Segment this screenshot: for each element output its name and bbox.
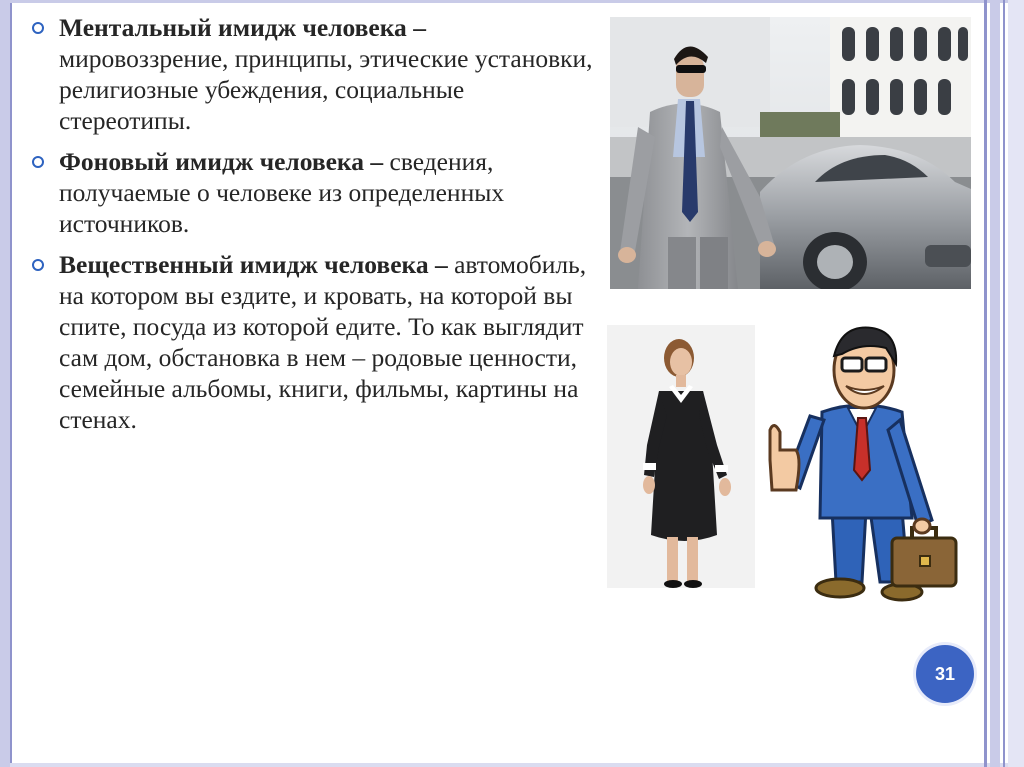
- bullet-item-mental-image: Ментальный имидж человека – мировоззрение, принципы, этические установки, религиозные убеждения, социальные стереотипы.: [32, 12, 600, 136]
- bullet-text: сведения, получаемые о человеке из определенных источников.: [59, 147, 505, 238]
- bullet-item-background-image: Фоновый имидж человека – сведения, получаемые о человеке из определенных источников.: [32, 146, 600, 239]
- bullet-term: Вещественный имидж человека –: [59, 250, 448, 279]
- slide-frame-bottom: [10, 763, 1024, 767]
- cartoon-businessman-thumbs-up: [762, 320, 968, 615]
- bullet-text: автомобиль, на котором вы ездите, и кровать, на которой вы спите, посуда из которой едите. То как выглядит сам дом, обстановка в нем – родовые ценности, семейные альбомы, книги, фильмы, картины на стенах.: [59, 250, 587, 434]
- bullet-icon: [32, 259, 44, 271]
- slide-frame-left: [0, 0, 12, 767]
- photo-man-in-suit-with-car: [610, 17, 971, 289]
- photo-woman-in-black-dress: [607, 325, 755, 588]
- bullet-term: Фоновый имидж человека: [59, 147, 364, 176]
- bullet-item-material-image: [32, 249, 600, 435]
- bullet-term: Ментальный имидж человека: [59, 13, 407, 42]
- slide-frame-right: [984, 0, 1024, 767]
- bullet-icon: [32, 156, 44, 168]
- page-number-badge: 31: [916, 645, 974, 703]
- slide-frame-top: [10, 0, 1024, 3]
- bullet-text: мировоззрение, принципы, этические установки, религиозные убеждения, социальные стереотипы.: [59, 44, 593, 135]
- bullet-list: [32, 12, 600, 445]
- bullet-icon: [32, 22, 44, 34]
